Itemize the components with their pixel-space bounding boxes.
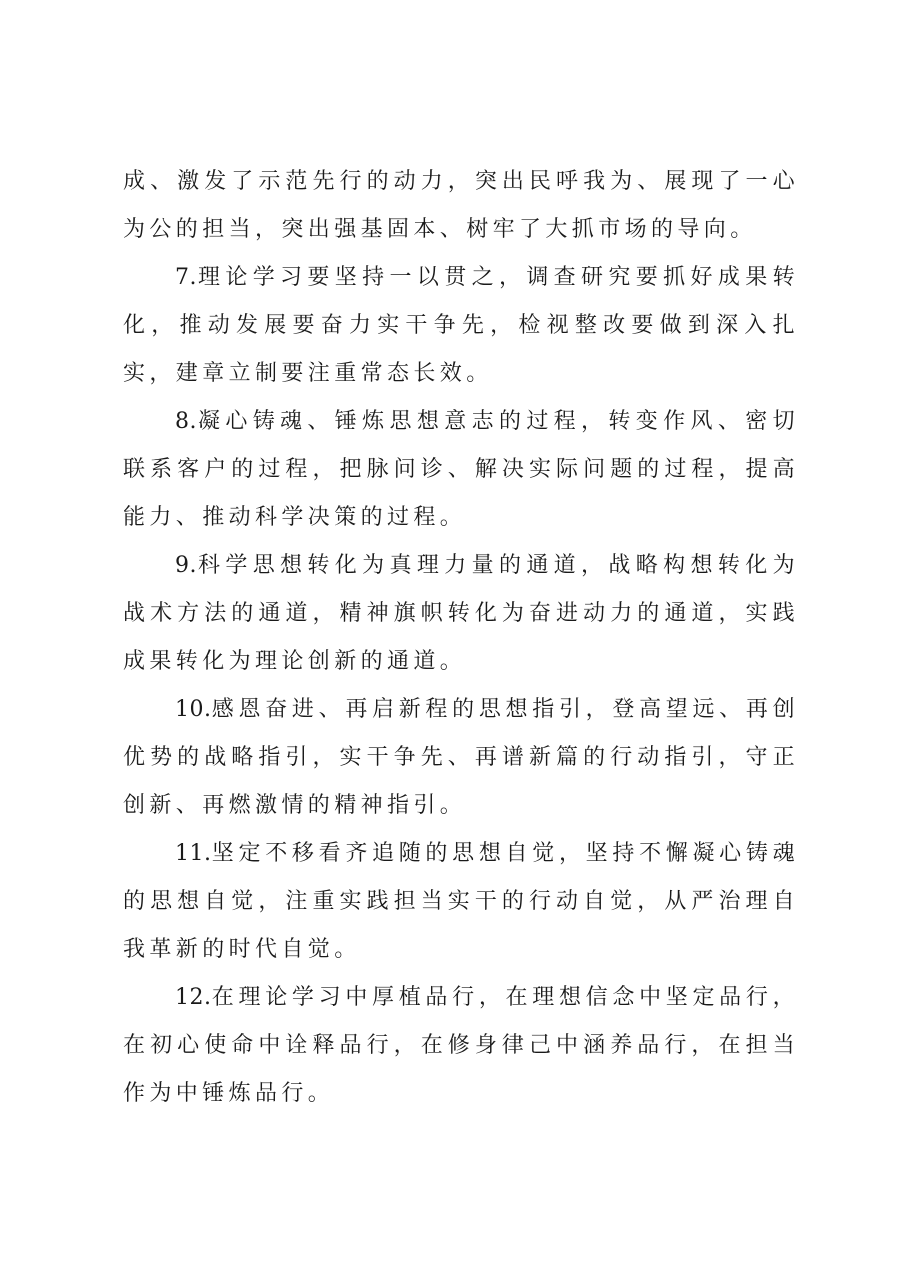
paragraph-11 xyxy=(123,830,799,974)
paragraph-text: 成、激发了示范先行的动力，突出民呼我为、展现了一心为公的担当，突出强基固本、树牢了大抓市场的导向。 xyxy=(123,169,799,242)
paragraph-7 xyxy=(123,254,799,398)
paragraph-text: 感恩奋进、再启新程的思想指引，登高望远、再创优势的战略指引，实干争先、再谱新篇的行动指引，守正创新、再燃激情的精神指引。 xyxy=(123,697,799,818)
paragraph-number: 8. xyxy=(175,409,197,434)
document-body xyxy=(123,158,799,1118)
paragraph-text: 在理论学习中厚植品行，在理想信念中坚定品行，在初心使命中诠释品行，在修身律己中涵养品行，在担当作为中锤炼品行。 xyxy=(123,985,799,1106)
paragraph-number: 7. xyxy=(175,265,197,290)
paragraph-text: 凝心铸魂、锤炼思想意志的过程，转变作风、密切联系客户的过程，把脉问诊、解决实际问题的过程，提高能力、推动科学决策的过程。 xyxy=(123,409,799,530)
paragraph-number: 12. xyxy=(175,985,212,1010)
paragraph-continued xyxy=(123,158,799,254)
paragraph-number: 11. xyxy=(175,841,212,866)
paragraph-8 xyxy=(123,398,799,542)
paragraph-12 xyxy=(123,974,799,1118)
paragraph-text: 理论学习要坚持一以贯之，调查研究要抓好成果转化，推动发展要奋力实干争先，检视整改要做到深入扎实，建章立制要注重常态长效。 xyxy=(123,265,799,386)
paragraph-9 xyxy=(123,542,799,686)
paragraph-text: 坚定不移看齐追随的思想自觉，坚持不懈凝心铸魂的思想自觉，注重实践担当实干的行动自觉，从严治理自我革新的时代自觉。 xyxy=(123,841,799,962)
paragraph-10 xyxy=(123,686,799,830)
paragraph-number: 9. xyxy=(175,553,197,578)
paragraph-number: 10. xyxy=(175,697,212,722)
paragraph-text: 科学思想转化为真理力量的通道，战略构想转化为战术方法的通道，精神旗帜转化为奋进动力的通道，实践成果转化为理论创新的通道。 xyxy=(123,553,799,674)
